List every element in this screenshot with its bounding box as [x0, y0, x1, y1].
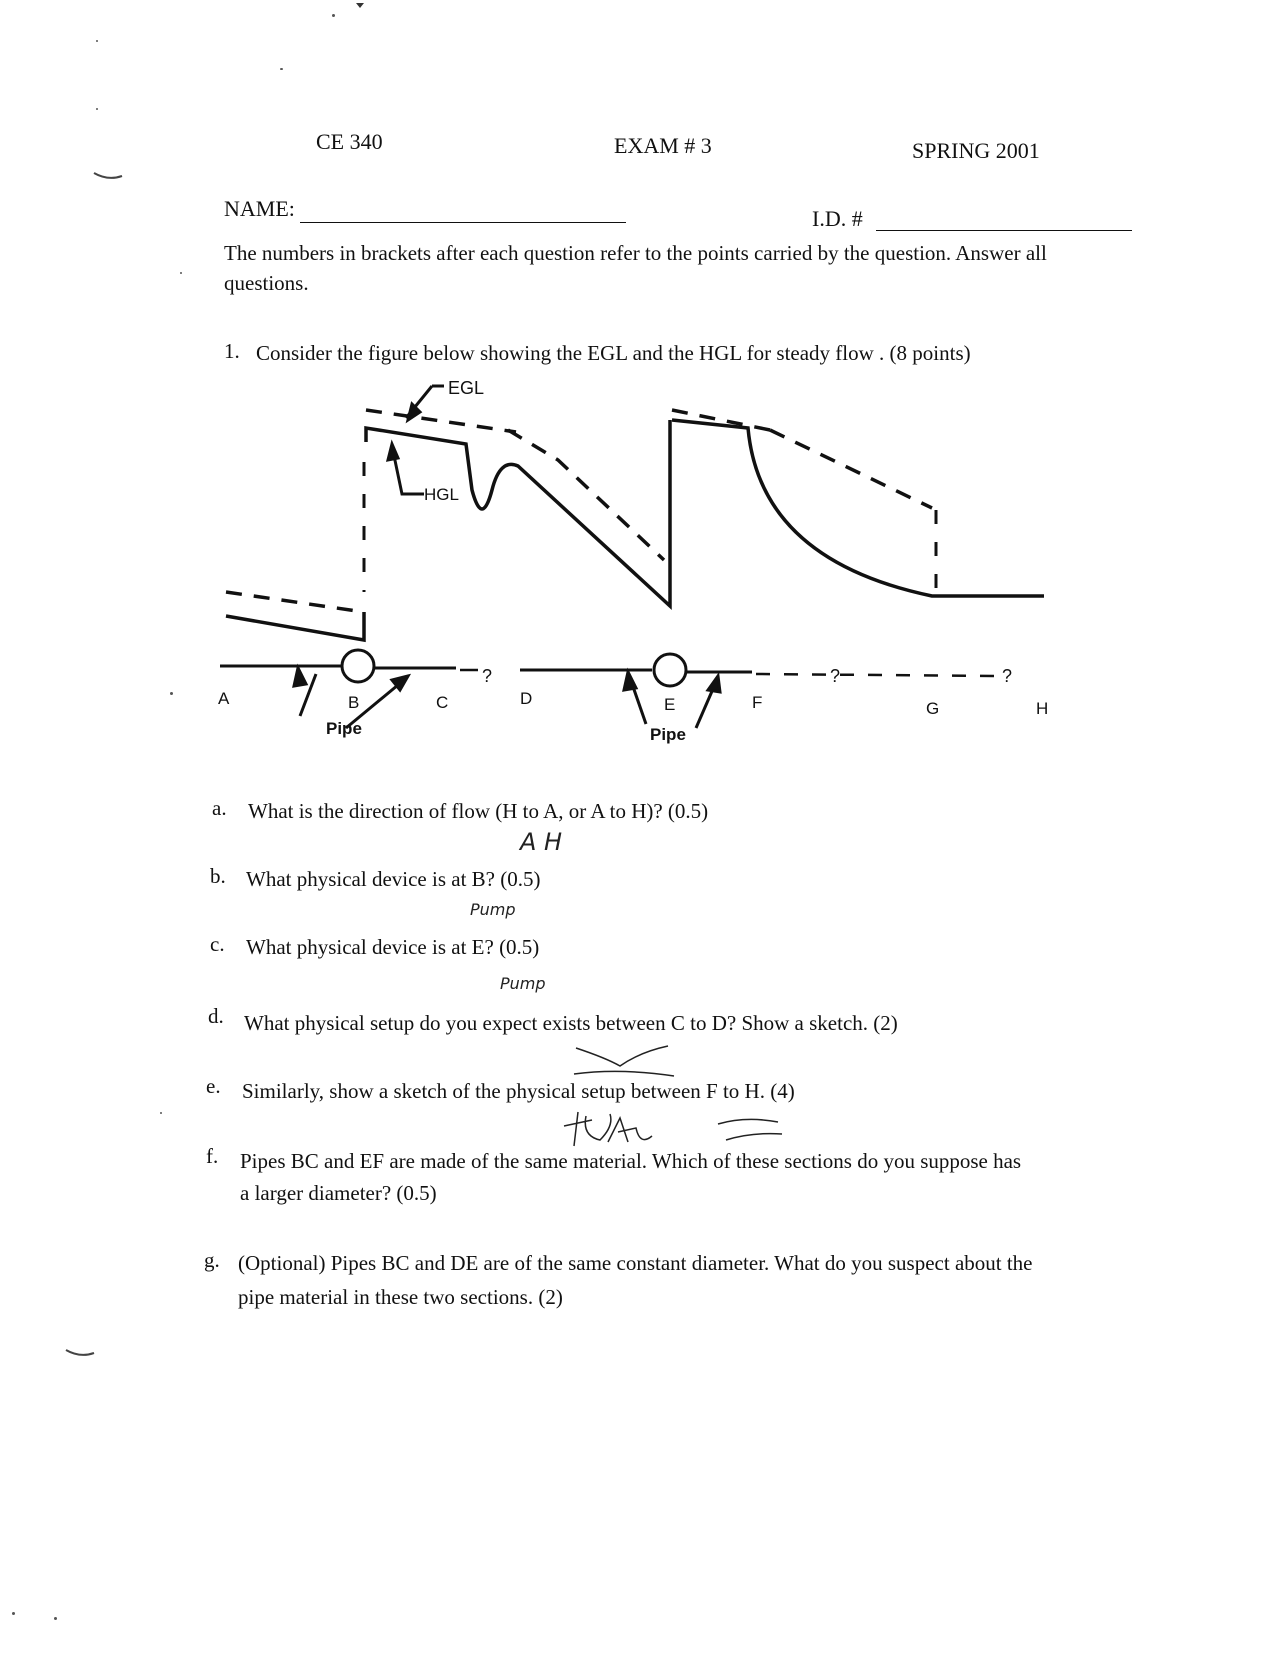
point-g: G	[926, 699, 940, 718]
subq-b-letter: b.	[210, 864, 226, 888]
point-b: B	[348, 693, 360, 712]
scan-speck	[54, 1617, 57, 1620]
point-h: H	[1036, 699, 1049, 718]
exam-number: EXAM # 3	[614, 133, 712, 158]
device-b-circle	[342, 650, 374, 682]
unknown-mark-fg: ?	[830, 666, 841, 686]
question-1-text: Consider the figure below showing the EGL and the HGL for steady flow . (8 points)	[256, 341, 971, 365]
egl-label: EGL	[448, 378, 485, 398]
subq-e-letter: e.	[206, 1074, 221, 1098]
egl-pointer	[406, 386, 444, 420]
point-e: E	[664, 695, 676, 714]
question-1-number: 1.	[224, 339, 240, 363]
hgl-label: HGL	[424, 485, 459, 504]
point-a: A	[218, 689, 230, 708]
hgl-line	[226, 420, 1044, 640]
pipe-label-ef: Pipe	[650, 725, 686, 744]
subq-d-text: What physical setup do you expect exists between C to D? Show a sketch. (2)	[244, 1011, 898, 1035]
unknown-mark-gh: ?	[1002, 666, 1013, 686]
subq-d-letter: d.	[208, 1004, 224, 1028]
answer-b: Pump	[470, 900, 516, 919]
subq-a-letter: a.	[212, 796, 227, 820]
subq-g-text-line-1: (Optional) Pipes BC and DE are of the same constant diameter. What do you suspect about the	[238, 1251, 1033, 1275]
exam-term: SPRING 2001	[912, 138, 1040, 163]
subq-g-letter: g.	[204, 1248, 220, 1272]
name-label: NAME:	[224, 196, 295, 221]
answer-a: A H	[520, 828, 563, 856]
instructions-line-2: questions.	[224, 271, 309, 295]
subq-c-letter: c.	[210, 932, 225, 956]
unknown-mark-cd: ?	[482, 666, 493, 686]
pipe-dash-line	[756, 674, 1000, 676]
answer-c: Pump	[500, 974, 546, 993]
point-d: D	[520, 689, 533, 708]
id-label: I.D. #	[812, 206, 863, 231]
subq-b-text: What physical device is at B? (0.5)	[246, 867, 541, 891]
egl-line	[226, 410, 932, 612]
scan-speck	[12, 1612, 15, 1615]
instructions-line-1: The numbers in brackets after each question refer to the points carried by the question. Answer all	[224, 241, 1047, 265]
subq-f-text-line-1: Pipes BC and EF are made of the same material. Which of these sections do you suppose has	[240, 1149, 1022, 1173]
subq-a-text: What is the direction of flow (H to A, or A to H)? (0.5)	[248, 799, 709, 823]
point-c: C	[436, 693, 449, 712]
hgl-pointer	[388, 444, 424, 494]
sketch-cd	[570, 1040, 680, 1080]
device-e-circle	[654, 654, 686, 686]
subq-f-letter: f.	[206, 1144, 219, 1168]
point-f: F	[752, 693, 763, 712]
subq-g-text-line-2: pipe material in these two sections. (2)	[238, 1285, 563, 1309]
egl-hgl-figure	[0, 0, 1280, 760]
subq-c-text: What physical device is at E? (0.5)	[246, 935, 540, 959]
course-code: CE 340	[316, 129, 383, 154]
subq-f-text-line-2: a larger diameter? (0.5)	[240, 1181, 437, 1205]
subq-e-text: Similarly, show a sketch of the physical setup between F to H. (4)	[242, 1079, 795, 1103]
pipe-label-bc: Pipe	[326, 719, 362, 738]
